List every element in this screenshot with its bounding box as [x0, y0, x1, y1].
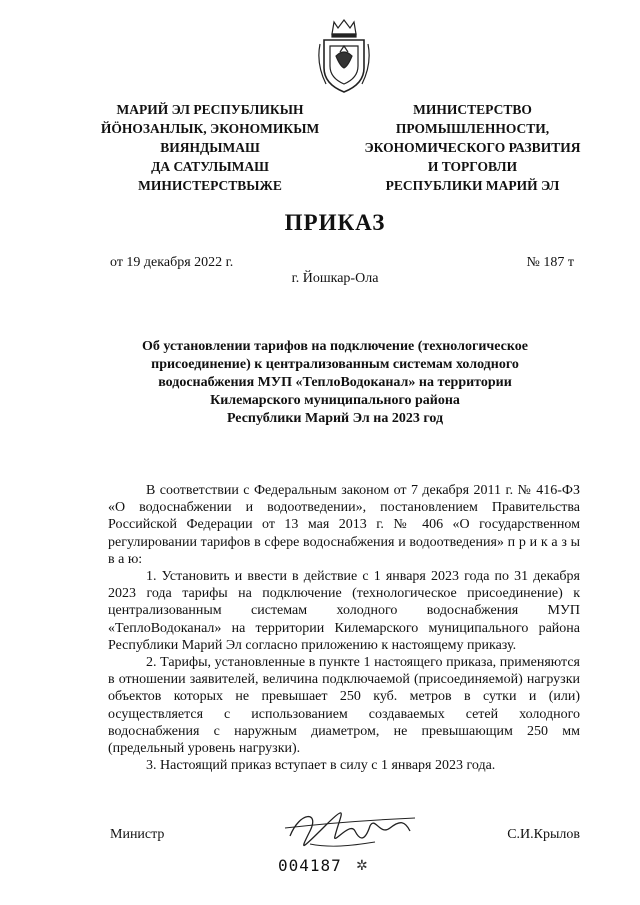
body-paragraph: 2. Тарифы, установленные в пункте 1 настоящего приказа, применяются в отношении заявителей, величина подключаемой (присоединяемой) нагрузки объектов которых не превышает 250 куб. метров в сутки и (или) осуществляется с использованием создаваемых сетей холодного водоснабжения с наружным диаметром, не превышающим 250 мм (предельный уровень нагрузки).	[108, 655, 580, 757]
header-left-line: ДА САТУЛЫМАШ	[151, 159, 269, 174]
header-right-line: И ТОРГОВЛИ	[427, 159, 518, 174]
header-left-line: ЙӦНОЗАНЛЫК, ЭКОНОМИКЫМ	[100, 121, 320, 136]
stamp-mark: ✲	[356, 859, 368, 874]
handwritten-signature	[280, 806, 420, 856]
header-right-line: МИНИСТЕРСТВО	[413, 102, 532, 117]
body-paragraph: В соответствии с Федеральным законом от 7 декабря 2011 г. № 416-ФЗ «О водоснабжении и водоотведении», постановлением Правительства Российской Федерации от 13 мая 2013 г. № 406 «О государственном регулировании тарифов в сфере водоснабжения и водоотведения» п р и к а з ы в а ю:	[108, 483, 580, 567]
subject-line: присоединение) к централизованным системам холодного	[151, 357, 519, 372]
body-paragraph: 1. Установить и ввести в действие с 1 января 2023 года по 31 декабря 2023 года тарифы на подключение (технологическое присоединение) к централизованным системам холодного водоснабжения МУП «ТеплоВодоканал» на территории Килемарского муниципального района Республики Марий Эл согласно приложению к настоящему приказу.	[108, 569, 580, 653]
subject-line: Республики Марий Эл на 2023 год	[226, 411, 444, 426]
coat-of-arms-emblem	[316, 16, 372, 96]
subject-line: Об установлении тарифов на подключение (технологическое	[142, 339, 528, 354]
header-right-line: ПРОМЫШЛЕННОСТИ,	[395, 121, 550, 136]
serial-number-stamp: 004187	[278, 856, 342, 875]
header-left-line: МАРИЙ ЭЛ РЕСПУБЛИКЫН	[116, 102, 304, 117]
document-subject	[100, 338, 570, 428]
header-russian-language	[345, 100, 600, 195]
body-paragraph: 3. Настоящий приказ вступает в силу с 1 января 2023 года.	[146, 758, 496, 774]
header-right-line: ЭКОНОМИЧЕСКОГО РАЗВИТИЯ	[364, 140, 581, 155]
document-number: № 187 т	[526, 255, 574, 270]
document-date: от 19 декабря 2022 г.	[110, 255, 234, 270]
document-city: г. Йошкар-Ола	[291, 271, 379, 286]
document-body	[108, 482, 580, 774]
subject-line: Килемарского муниципального района	[210, 393, 460, 408]
document-title: ПРИКАЗ	[284, 210, 386, 235]
signatory-name: С.И.Крылов	[507, 827, 580, 842]
header-left-line: МИНИСТЕРСТВЫЖЕ	[138, 178, 282, 193]
header-right-line: РЕСПУБЛИКИ МАРИЙ ЭЛ	[385, 178, 560, 193]
subject-line: водоснабжения МУП «ТеплоВодоканал» на территории	[158, 375, 512, 390]
header-left-line: ВИЯНДЫМАШ	[160, 140, 260, 155]
signatory-position: Министр	[110, 827, 165, 842]
header-mari-language	[100, 100, 320, 195]
